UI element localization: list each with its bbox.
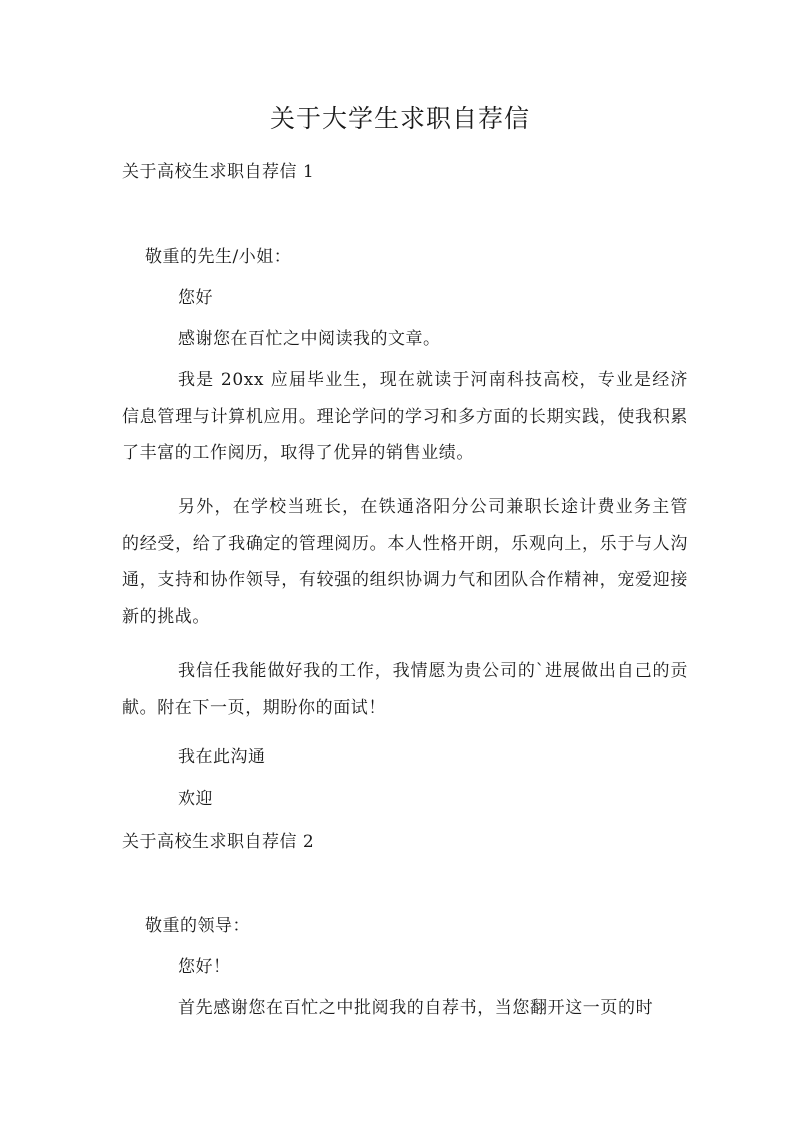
letter1-greeting: 您好 [178, 288, 213, 308]
letter2-salutation: 敬重的领导： [145, 916, 250, 936]
letter1-paragraph-2: 另外，在学校当班长，在铁通洛阳分公司兼职长途计费业务主管的经受，给了我确定的管理阅历。本人性格开朗，乐观向上，乐于与人沟通，支持和协作领导，有较强的组织协调力气和团队合作精神，宠爱迎接新的挑战。 [122, 497, 688, 627]
document-title: 关于大学生求职自荐信 [269, 104, 530, 133]
letter1-closing-1: 我在此沟通 [178, 747, 266, 767]
letter2-paragraph-1: 首先感谢您在百忙之中批阅我的自荐书，当您翻开这一页的时 [178, 998, 654, 1018]
letter1-paragraph-1: 我是 20xx 应届毕业生，现在就读于河南科技高校，专业是经济信息管理与计算机应用。理论学问的学习和多方面的长期实践，使我积累了丰富的工作阅历，取得了优异的销售业绩。 [122, 370, 688, 463]
letter1-thanks: 感谢您在百忙之中阅读我的文章。 [178, 329, 441, 349]
letter1-paragraph-3: 我信任我能做好我的工作，我情愿为贵公司的`进展做出自己的贡献。附在下一页，期盼你的面试！ [122, 661, 688, 718]
letter1-salutation: 敬重的先生/小姐： [145, 247, 292, 267]
letter2-heading: 关于高校生求职自荐信 2 [122, 832, 315, 852]
letter2-greeting: 您好！ [178, 957, 231, 977]
letter1-heading: 关于高校生求职自荐信 1 [122, 162, 315, 182]
letter1-closing-2: 欢迎 [178, 789, 213, 809]
